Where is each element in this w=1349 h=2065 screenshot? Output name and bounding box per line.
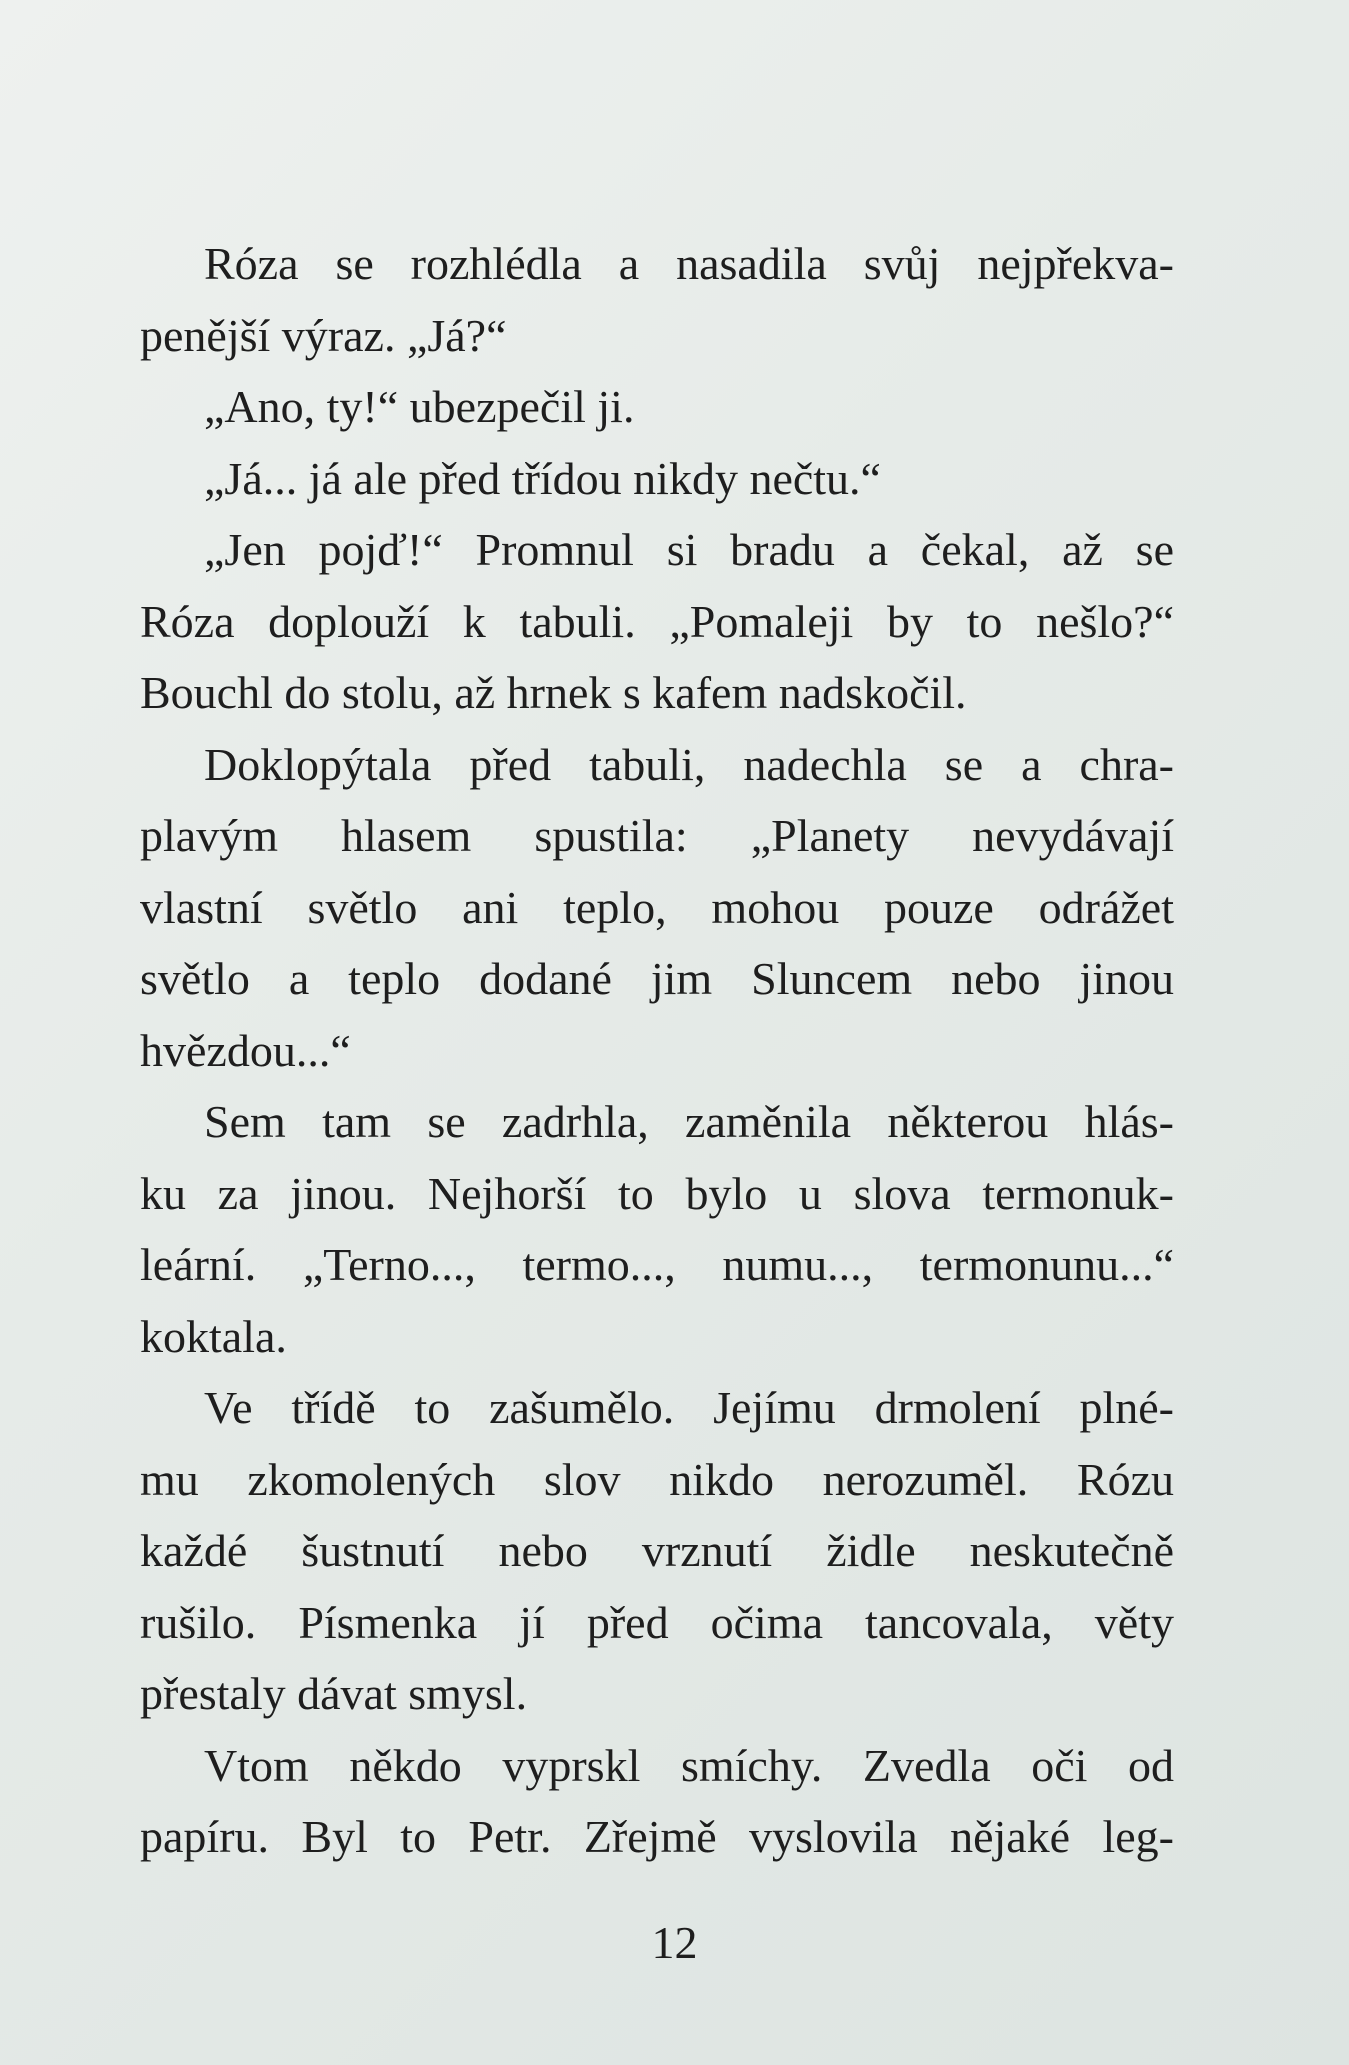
text-line: hvězdou...“	[140, 1024, 351, 1076]
text-line: „Jen pojď!“ Promnul si bradu a čekal, až se	[204, 524, 1174, 575]
text-line: mu zkomolených slov nikdo nerozuměl. Rózu	[140, 1453, 1174, 1505]
text-line: ku za jinou. Nejhorší to bylo u slova termonuk-	[140, 1167, 1174, 1219]
text-line: přestaly dávat smysl.	[140, 1668, 528, 1719]
body-text	[140, 228, 1174, 1873]
text-line: koktala.	[140, 1310, 287, 1362]
text-line: plavým hlasem spustila: „Planety nevydávají	[140, 810, 1174, 861]
text-line: Sem tam se zadrhla, zaměnila některou hlás-	[204, 1096, 1174, 1147]
text-line: penější výraz. „Já?“	[140, 309, 507, 361]
text-line: Róza doplouží k tabuli. „Pomaleji by to nešlo?“	[140, 595, 1174, 647]
text-line: papíru. Byl to Petr. Zřejmě vyslovila nějaké leg-	[140, 1811, 1174, 1862]
text-line: Róza se rozhlédla a nasadila svůj nejpřekva-	[204, 238, 1174, 289]
text-line: Ve třídě to zašumělo. Jejímu drmolení plné-	[204, 1382, 1174, 1433]
text-line: rušilo. Písmenka jí před očima tancovala, věty	[140, 1596, 1174, 1648]
text-line: „Já... já ale před třídou nikdy nečtu.“	[204, 452, 881, 504]
text-line: Bouchl do stolu, až hrnek s kafem nadskočil.	[140, 667, 967, 718]
page-number: 12	[651, 1917, 698, 1968]
text-line: světlo a teplo dodané jim Sluncem nebo jinou	[140, 953, 1174, 1004]
text-line: Doklopýtala před tabuli, nadechla se a chra-	[204, 738, 1174, 790]
text-line: „Ano, ty!“ ubezpečil ji.	[204, 381, 635, 432]
text-line: každé šustnutí nebo vrznutí židle neskutečně	[140, 1525, 1174, 1576]
text-line: vlastní světlo ani teplo, mohou pouze odrážet	[140, 881, 1174, 933]
text-line: leární. „Terno..., termo..., numu..., termonunu...“	[140, 1239, 1174, 1290]
text-line: Vtom někdo vyprskl smíchy. Zvedla oči od	[204, 1739, 1174, 1791]
